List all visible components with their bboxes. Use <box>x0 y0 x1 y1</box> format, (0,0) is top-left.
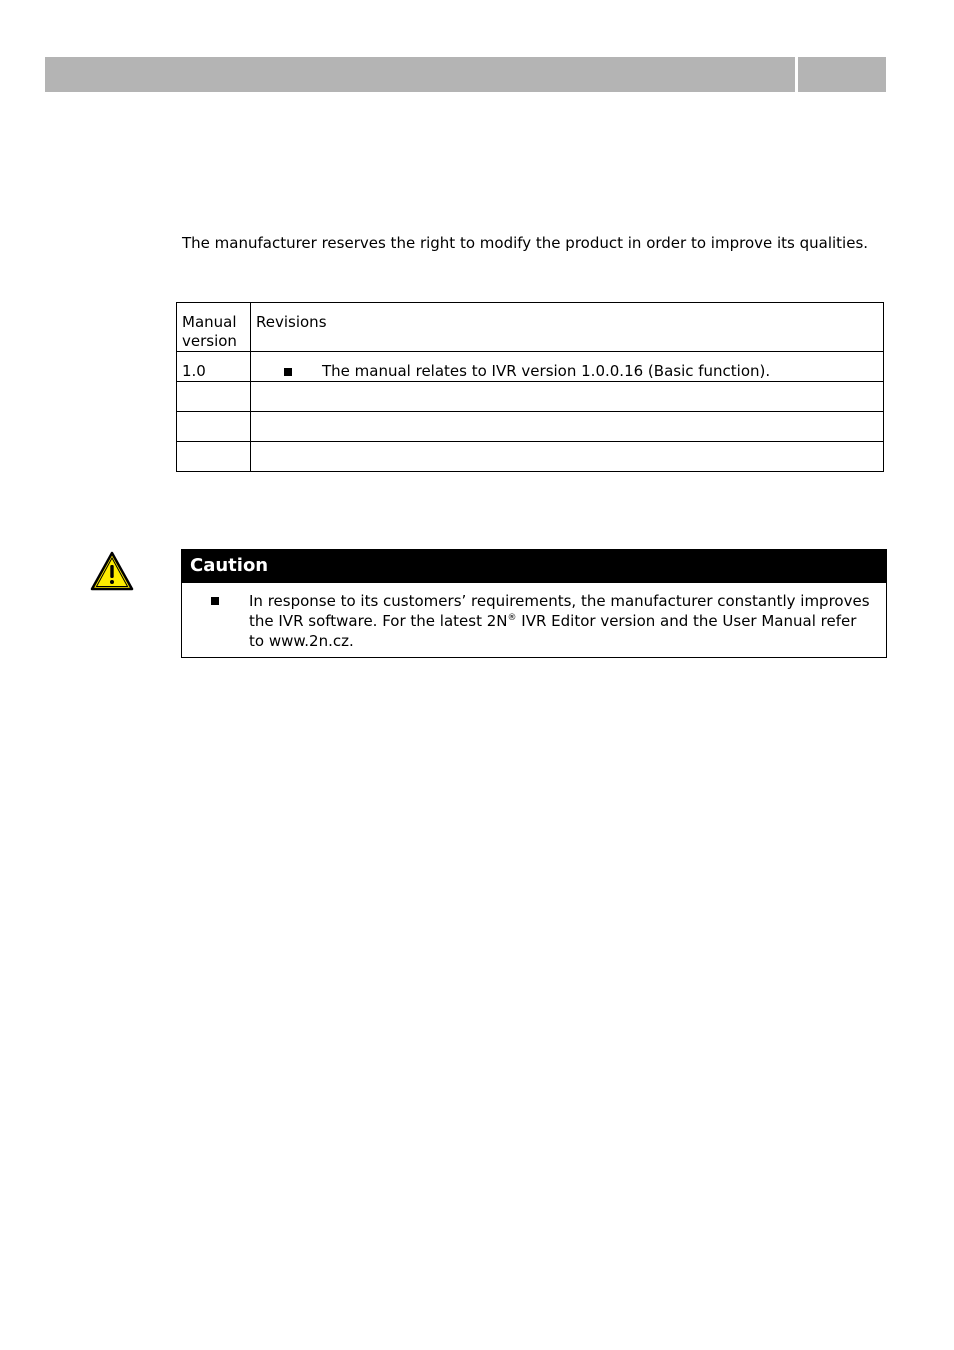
version-cell <box>177 412 251 442</box>
caution-title: Caution <box>182 550 886 583</box>
warning-triangle-icon <box>90 551 134 591</box>
revision-text: The manual relates to IVR version 1.0.0.16 (Basic function). <box>322 362 771 380</box>
revision-cell <box>251 442 884 472</box>
caution-body <box>182 583 886 657</box>
header-version-cell: Manual version <box>177 303 251 352</box>
revision-table-header <box>177 303 884 352</box>
revision-cell <box>251 382 884 412</box>
square-bullet-icon <box>211 597 219 605</box>
table-row <box>177 442 884 472</box>
version-cell <box>177 442 251 472</box>
revision-item <box>256 362 878 381</box>
caution-text-part2: IVR Editor version and the User Manual refer to www.2n.cz. <box>249 612 857 650</box>
table-row <box>177 382 884 412</box>
revision-cell <box>251 412 884 442</box>
table-row <box>177 412 884 442</box>
intro-paragraph: The manufacturer reserves the right to modify the product in order to improve its qualities. <box>182 234 869 252</box>
revision-table <box>176 302 884 472</box>
header-bar <box>45 57 795 92</box>
caution-box <box>181 549 887 658</box>
caution-text <box>249 591 876 651</box>
registered-mark: ® <box>507 613 517 623</box>
header-bar-page-box <box>798 57 886 92</box>
table-row <box>177 352 884 382</box>
revision-cell <box>251 352 884 382</box>
caution-text-part1: In response to its customers’ requirements, the manufacturer constantly improves the IVR software. For the latest 2N <box>249 592 870 630</box>
header-revisions-cell: Revisions <box>251 303 884 352</box>
square-bullet-icon <box>284 368 292 376</box>
version-cell: 1.0 <box>177 352 251 382</box>
version-cell <box>177 382 251 412</box>
